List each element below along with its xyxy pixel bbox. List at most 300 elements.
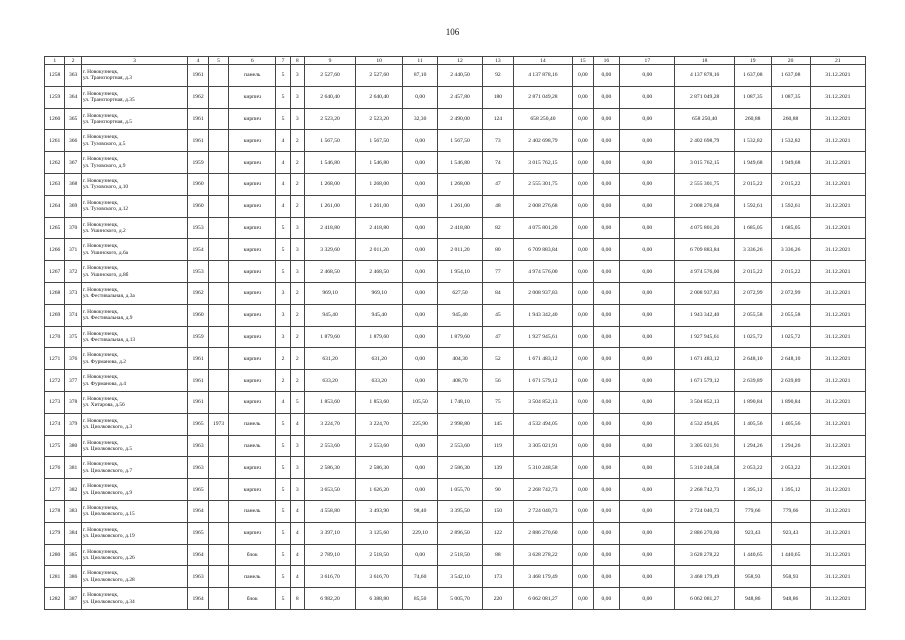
table-cell: 0,00	[573, 195, 593, 217]
table-cell: 369	[65, 195, 81, 217]
column-number: 16	[593, 57, 620, 65]
column-number: 12	[438, 57, 483, 65]
table-cell: 31.12.2021	[810, 479, 865, 501]
table-cell: 1963	[188, 435, 208, 457]
table-cell	[208, 282, 228, 304]
table-cell: 3 395,50	[438, 500, 483, 522]
table-cell: 5	[276, 217, 290, 239]
table-cell: 368	[65, 173, 81, 195]
table-cell: 31.12.2021	[810, 195, 865, 217]
table-row	[45, 304, 866, 326]
table-cell: 4 974 576,00	[513, 261, 572, 283]
table-cell	[208, 370, 228, 392]
table-cell: 5 005,70	[438, 588, 483, 610]
table-cell: 1973	[208, 413, 228, 435]
table-cell: 1962	[188, 86, 208, 108]
table-cell: 87,10	[403, 65, 438, 87]
table-cell: 0,00	[593, 391, 620, 413]
column-number: 9	[304, 57, 355, 65]
table-cell: 0,00	[593, 435, 620, 457]
page-number: 106	[445, 27, 460, 37]
table-cell: 3	[290, 479, 304, 501]
table-cell: 1 671 483,12	[513, 348, 572, 370]
column-number: 20	[771, 57, 810, 65]
table-cell: 1 395,12	[734, 479, 771, 501]
table-cell: 31.12.2021	[810, 152, 865, 174]
address-cell: г. Новокузнецк, ул. Фурманова, д.4	[81, 370, 187, 392]
table-cell: 1 879,60	[438, 326, 483, 348]
table-cell: 0,00	[573, 500, 593, 522]
table-cell: 0,00	[593, 195, 620, 217]
table-cell: 4	[276, 391, 290, 413]
table-cell: 150	[483, 500, 514, 522]
table-cell: кирпич	[229, 457, 276, 479]
table-cell: 1964	[188, 544, 208, 566]
table-cell: 1265	[45, 217, 65, 239]
table-cell: 3	[290, 86, 304, 108]
table-cell: 0,00	[620, 566, 675, 588]
table-cell: 6 709 883,84	[513, 239, 572, 261]
table-cell: 92	[483, 65, 514, 87]
table-cell: 387	[65, 588, 81, 610]
table-cell: 4 137 878,16	[675, 65, 734, 87]
table-cell: 0,00	[593, 282, 620, 304]
table-cell: 3	[276, 326, 290, 348]
table-cell: 1273	[45, 391, 65, 413]
table-cell: 2 053,22	[734, 457, 771, 479]
table-cell: 1 294,26	[771, 435, 810, 457]
table-cell: 367	[65, 152, 81, 174]
table-cell: 627,50	[438, 282, 483, 304]
table-cell: 1962	[188, 282, 208, 304]
table-cell: 4 532 494,05	[675, 413, 734, 435]
table-cell: 0,00	[403, 239, 438, 261]
table-cell: 80	[483, 239, 514, 261]
table-cell: 1953	[188, 217, 208, 239]
table-cell: 2	[290, 173, 304, 195]
table-row	[45, 435, 866, 457]
table-cell: 2	[276, 348, 290, 370]
table-cell: 31.12.2021	[810, 173, 865, 195]
table-cell: 0,00	[620, 588, 675, 610]
table-row	[45, 370, 866, 392]
table-cell: 1960	[188, 195, 208, 217]
table-cell: 6 062 081,27	[513, 588, 572, 610]
table-cell: 1274	[45, 413, 65, 435]
table-cell: 0,00	[593, 370, 620, 392]
table-cell: 31.12.2021	[810, 348, 865, 370]
table-cell: 2 072,99	[771, 282, 810, 304]
table-cell: 3	[290, 65, 304, 87]
table-cell: 31.12.2021	[810, 500, 865, 522]
table-cell: 0,00	[593, 326, 620, 348]
table-cell: 1 261,00	[356, 195, 403, 217]
table-cell: 633,20	[304, 370, 355, 392]
table-cell	[208, 522, 228, 544]
address-cell: г. Новокузнецк, ул. Ушинского, д.6а	[81, 239, 187, 261]
table-cell: 1 546,80	[304, 152, 355, 174]
table-cell: 2 402 698,79	[675, 130, 734, 152]
table-cell: 0,00	[573, 413, 593, 435]
table-cell: кирпич	[229, 195, 276, 217]
table-cell: 0,00	[573, 588, 593, 610]
table-cell: 2 648,10	[771, 348, 810, 370]
table-cell: 5	[276, 65, 290, 87]
table-cell: 2	[290, 304, 304, 326]
table-cell: 0,00	[593, 108, 620, 130]
address-cell: г. Новокузнецк, ул. Ушинского, д.2	[81, 217, 187, 239]
table-cell: блок	[229, 588, 276, 610]
table-cell: 173	[483, 566, 514, 588]
table-cell: 1961	[188, 348, 208, 370]
table-cell: 0,00	[573, 173, 593, 195]
table-cell: 2	[290, 130, 304, 152]
table-row	[45, 391, 866, 413]
table-cell: 2 440,50	[438, 65, 483, 87]
table-cell: 3 468 179,49	[513, 566, 572, 588]
table-cell: 1271	[45, 348, 65, 370]
table-cell: 0,00	[620, 479, 675, 501]
table-cell: 0,00	[403, 457, 438, 479]
table-cell: 2 586,30	[356, 457, 403, 479]
table-cell: 658 250,40	[513, 108, 572, 130]
column-number-row	[45, 57, 866, 65]
table-cell: 2 053,22	[771, 457, 810, 479]
table-cell: 1 546,80	[356, 152, 403, 174]
table-cell: 365	[65, 108, 81, 130]
address-cell: г. Новокузнецк, ул. Циолковского, д.9	[81, 479, 187, 501]
address-cell: г. Новокузнецк, ул. Циолковского, д.26	[81, 544, 187, 566]
column-number: 7	[276, 57, 290, 65]
table-cell: 2	[290, 152, 304, 174]
table-cell: 0,00	[593, 304, 620, 326]
table-cell: 74	[483, 152, 514, 174]
table-cell: 0,00	[573, 522, 593, 544]
table-cell: 31.12.2021	[810, 544, 865, 566]
table-cell: кирпич	[229, 130, 276, 152]
table-cell: 3 224,70	[356, 413, 403, 435]
table-cell: 2 490,00	[438, 108, 483, 130]
address-cell: г. Новокузнецк, ул. Транспортная, д.3	[81, 65, 187, 87]
table-cell: 31.12.2021	[810, 239, 865, 261]
table-cell: 3 397,10	[304, 522, 355, 544]
table-cell: 1 949,68	[771, 152, 810, 174]
table-cell: 122	[483, 522, 514, 544]
table-cell: 4	[290, 544, 304, 566]
table-cell: 1961	[188, 65, 208, 87]
table-cell: 3 336,26	[771, 239, 810, 261]
table-cell: 2 648,10	[734, 348, 771, 370]
table-cell: 363	[65, 65, 81, 87]
table-cell: 2 008 276,68	[513, 195, 572, 217]
table-cell: 0,00	[403, 435, 438, 457]
table-cell: 6 388,80	[356, 588, 403, 610]
table-cell: 31.12.2021	[810, 108, 865, 130]
table-cell: 5	[276, 261, 290, 283]
table-cell: 31.12.2021	[810, 522, 865, 544]
table-cell: 3 628 278,22	[675, 544, 734, 566]
table-cell: 0,00	[403, 261, 438, 283]
table-cell: 5 310 248,58	[513, 457, 572, 479]
table-cell: 2	[290, 370, 304, 392]
table-cell: 969,10	[356, 282, 403, 304]
column-number: 18	[675, 57, 734, 65]
table-cell: 1 890,84	[734, 391, 771, 413]
table-cell: 2 523,20	[356, 108, 403, 130]
table-cell: 5	[276, 500, 290, 522]
table-cell: 404,30	[438, 348, 483, 370]
table-cell: 31.12.2021	[810, 566, 865, 588]
table-cell: 1 405,56	[734, 413, 771, 435]
table-cell: 5	[276, 239, 290, 261]
table-cell: 31.12.2021	[810, 326, 865, 348]
table-cell: 0,00	[403, 282, 438, 304]
table-cell: 408,70	[438, 370, 483, 392]
table-cell: кирпич	[229, 152, 276, 174]
table-cell: 4 137 878,16	[513, 65, 572, 87]
table-cell: 2 468,50	[304, 261, 355, 283]
table-cell: 1 685,05	[734, 217, 771, 239]
table-cell: 0,00	[620, 261, 675, 283]
table-cell: 1 927 945,61	[513, 326, 572, 348]
table-cell: 0,00	[593, 173, 620, 195]
table-cell: 0,00	[593, 65, 620, 87]
table-cell: 3	[290, 457, 304, 479]
address-cell: г. Новокузнецк, ул. Тузовского, д.12	[81, 195, 187, 217]
table-row	[45, 217, 866, 239]
table-cell: 31.12.2021	[810, 65, 865, 87]
table-cell: 373	[65, 282, 81, 304]
table-cell: 380	[65, 435, 81, 457]
table-cell: 1 954,10	[438, 261, 483, 283]
table-cell: 0,00	[620, 544, 675, 566]
table-cell: 0,00	[573, 348, 593, 370]
table-cell: 0,00	[403, 195, 438, 217]
table-cell: 1270	[45, 326, 65, 348]
table-cell: 6 982,20	[304, 588, 355, 610]
table-cell: 3 224,70	[304, 413, 355, 435]
table-cell: кирпич	[229, 391, 276, 413]
table-cell: 0,00	[620, 239, 675, 261]
table-cell	[208, 108, 228, 130]
table-cell: 1961	[188, 108, 208, 130]
table-cell: 1959	[188, 326, 208, 348]
address-cell: г. Новокузнецк, ул. Циолковского, д.5	[81, 435, 187, 457]
table-cell	[208, 500, 228, 522]
table-cell: 2 871 049,28	[675, 86, 734, 108]
table-row	[45, 348, 866, 370]
table-cell: 1 637,08	[734, 65, 771, 87]
table-cell: 1 890,84	[771, 391, 810, 413]
table-cell: 2 527,60	[304, 65, 355, 87]
table-cell: 260,88	[771, 108, 810, 130]
table-cell: 1272	[45, 370, 65, 392]
table-cell: 2 011,20	[356, 239, 403, 261]
column-number: 15	[573, 57, 593, 65]
table-cell: 82	[483, 217, 514, 239]
table-row	[45, 65, 866, 87]
table-cell	[208, 348, 228, 370]
table-body	[45, 57, 866, 610]
table-cell: 1965	[188, 522, 208, 544]
column-number: 17	[620, 57, 675, 65]
table-cell: 1 626,20	[356, 479, 403, 501]
table-cell	[208, 326, 228, 348]
table-cell: 1961	[188, 370, 208, 392]
table-cell: 948,86	[734, 588, 771, 610]
table-cell: 1277	[45, 479, 65, 501]
table-cell: 0,00	[620, 348, 675, 370]
table-cell: блок	[229, 544, 276, 566]
table-cell: 4 075 801,20	[513, 217, 572, 239]
table-cell: 0,00	[593, 130, 620, 152]
table-cell: 2 268 742,73	[675, 479, 734, 501]
table-cell: 5	[276, 457, 290, 479]
table-cell: 0,00	[403, 479, 438, 501]
table-cell: 0,00	[573, 261, 593, 283]
table-cell	[208, 544, 228, 566]
table-cell: 2 072,99	[734, 282, 771, 304]
table-cell: 77	[483, 261, 514, 283]
address-cell: г. Новокузнецк, ул. Фурманова, д.2	[81, 348, 187, 370]
table-cell: 1965	[188, 479, 208, 501]
table-cell: 779,66	[771, 500, 810, 522]
table-cell: 1960	[188, 173, 208, 195]
table-cell	[208, 86, 228, 108]
table-cell: 1258	[45, 65, 65, 87]
column-number: 11	[403, 57, 438, 65]
table-cell: 1 532,82	[771, 130, 810, 152]
table-cell: 1 949,68	[734, 152, 771, 174]
table-cell: 2 015,22	[734, 261, 771, 283]
table-cell: 31.12.2021	[810, 435, 865, 457]
address-cell: г. Новокузнецк, ул. Хитарова, д.56	[81, 391, 187, 413]
table-cell: кирпич	[229, 108, 276, 130]
table-cell: 31.12.2021	[810, 86, 865, 108]
table-cell: 4 075 801,20	[675, 217, 734, 239]
table-cell: 0,00	[403, 130, 438, 152]
table-cell: 2 055,58	[734, 304, 771, 326]
table-cell: 2 518,50	[356, 544, 403, 566]
table-cell: 84	[483, 282, 514, 304]
table-cell: 0,00	[593, 479, 620, 501]
table-cell: 0,00	[620, 65, 675, 87]
column-number: 6	[229, 57, 276, 65]
table-cell: 948,86	[771, 588, 810, 610]
table-cell: 1 671 483,12	[675, 348, 734, 370]
table-cell: 0,00	[573, 152, 593, 174]
table-cell: 124	[483, 108, 514, 130]
table-cell: 220	[483, 588, 514, 610]
table-cell: 1 087,35	[734, 86, 771, 108]
table-cell	[208, 217, 228, 239]
table-cell: 5	[276, 544, 290, 566]
table-cell: 3	[276, 304, 290, 326]
table-cell: 45	[483, 304, 514, 326]
table-cell: 31.12.2021	[810, 261, 865, 283]
table-cell	[208, 304, 228, 326]
table-cell: 4 532 494,05	[513, 413, 572, 435]
table-cell	[208, 479, 228, 501]
address-cell: г. Новокузнецк, ул. Ушинского, д.8б	[81, 261, 187, 283]
table-cell: 2 789,10	[304, 544, 355, 566]
table-cell: кирпич	[229, 370, 276, 392]
table-cell: 633,20	[356, 370, 403, 392]
table-cell: 2 886 270,60	[675, 522, 734, 544]
table-cell: 0,00	[593, 86, 620, 108]
address-cell: г. Новокузнецк, ул. Фестивальная, д.3а	[81, 282, 187, 304]
table-cell: 0,00	[593, 239, 620, 261]
table-cell: 1 268,00	[304, 173, 355, 195]
table-cell: 1263	[45, 173, 65, 195]
table-cell: 1 268,00	[438, 173, 483, 195]
table-cell: 631,20	[304, 348, 355, 370]
table-cell: 2 523,20	[304, 108, 355, 130]
table-cell: 0,00	[593, 217, 620, 239]
table-cell: кирпич	[229, 217, 276, 239]
address-cell: г. Новокузнецк, ул. Циолковского, д.15	[81, 500, 187, 522]
table-cell: 2 418,80	[356, 217, 403, 239]
table-cell: 0,00	[620, 413, 675, 435]
address-cell: г. Новокузнецк, ул. Транспортная, д.35	[81, 86, 187, 108]
table-cell: 0,00	[593, 522, 620, 544]
table-cell: 371	[65, 239, 81, 261]
table-cell: 2 418,80	[304, 217, 355, 239]
table-cell: кирпич	[229, 282, 276, 304]
table-cell: 2	[290, 348, 304, 370]
table-cell: 1260	[45, 108, 65, 130]
table-cell: 1 748,10	[438, 391, 483, 413]
table-cell: 2 871 049,28	[513, 86, 572, 108]
table-cell: панель	[229, 435, 276, 457]
table-cell: кирпич	[229, 326, 276, 348]
column-number: 8	[290, 57, 304, 65]
table-cell: 31.12.2021	[810, 370, 865, 392]
table-cell: 2 268 742,73	[513, 479, 572, 501]
table-cell: 0,00	[403, 173, 438, 195]
table-cell: 1267	[45, 261, 65, 283]
table-cell: 3 329,60	[304, 239, 355, 261]
table-row	[45, 86, 866, 108]
table-cell: 1262	[45, 152, 65, 174]
table-cell: 1 671 579,12	[513, 370, 572, 392]
address-cell: г. Новокузнецк, ул. Транспортная, д.5	[81, 108, 187, 130]
table-cell: панель	[229, 500, 276, 522]
address-cell: г. Новокузнецк, ул. Циолковского, д.34	[81, 588, 187, 610]
table-cell: 384	[65, 522, 81, 544]
column-number: 4	[188, 57, 208, 65]
table-cell: 1264	[45, 195, 65, 217]
table-cell: 2	[290, 282, 304, 304]
table-cell: 1269	[45, 304, 65, 326]
table-cell: 6 062 081,27	[675, 588, 734, 610]
table-cell: 3 305 021,91	[513, 435, 572, 457]
column-number: 14	[513, 57, 572, 65]
table-cell: 0,00	[573, 86, 593, 108]
table-cell: 2 896,50	[438, 522, 483, 544]
table-cell: 47	[483, 173, 514, 195]
table-cell: 2	[290, 326, 304, 348]
table-cell: 1 055,70	[438, 479, 483, 501]
table-row	[45, 500, 866, 522]
table-cell: 1 395,12	[771, 479, 810, 501]
table-cell: 3 468 179,49	[675, 566, 734, 588]
table-cell: 0,00	[620, 326, 675, 348]
table-cell: 31.12.2021	[810, 217, 865, 239]
table-cell: 1965	[188, 413, 208, 435]
table-cell	[208, 173, 228, 195]
table-cell: 658 250,40	[675, 108, 734, 130]
